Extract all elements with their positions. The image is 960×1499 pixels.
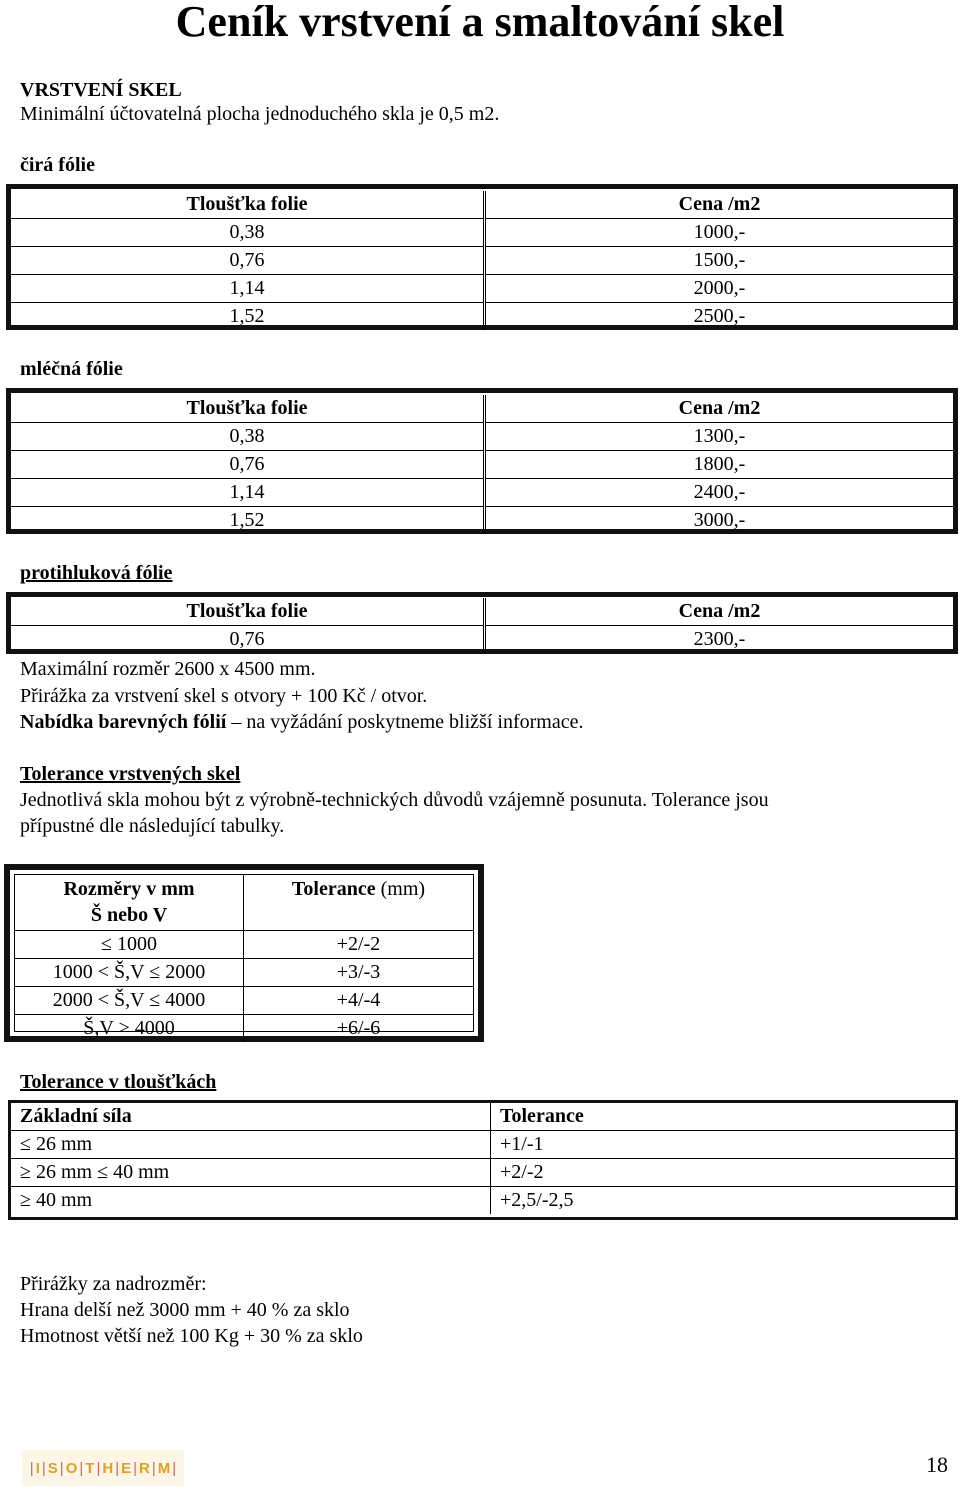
table-cell: 1500,-	[485, 247, 954, 275]
color-foils-note: Nabídka barevných fólií – na vyžádání poskytneme bližší informace.	[20, 711, 584, 733]
col-header-tolerance: Tolerance	[491, 1103, 956, 1131]
table-cell: +1/-1	[491, 1131, 956, 1159]
table-cell: 2500,-	[485, 303, 954, 331]
foil-table-acoustic	[6, 592, 958, 654]
table-cell: +2,5/-2,5	[491, 1187, 956, 1215]
col-header-price: Cena /m2	[485, 191, 954, 219]
table-cell: 1000,-	[485, 219, 954, 247]
tolerance-laminated-table	[4, 864, 484, 1042]
tolerance-laminated-text: Jednotlivá skla mohou být z výrobně-technických důvodů vzájemně posunuta. Tolerance jsou	[20, 789, 769, 811]
table-cell: 0,38	[11, 219, 485, 247]
table-cell: 0,76	[11, 451, 485, 479]
table-cell: +2/-2	[244, 931, 474, 959]
table-cell: 1800,-	[485, 451, 954, 479]
table-cell: +4/-4	[244, 987, 474, 1015]
table-cell: ≤ 26 mm	[11, 1131, 491, 1159]
table-cell: 0,76	[11, 247, 485, 275]
page-title: Ceník vrstvení a smaltování skel	[175, 0, 785, 46]
tolerance-laminated-heading: Tolerance vrstvených skel	[20, 763, 241, 785]
foil-name-acoustic: protihluková fólie	[20, 562, 173, 584]
table-cell: 0,38	[11, 423, 485, 451]
foil-table-clear	[6, 184, 958, 330]
oversize-heading: Přirážky za nadrozměr:	[20, 1273, 207, 1295]
col-header-price: Cena /m2	[485, 395, 954, 423]
col-header-price: Cena /m2	[485, 598, 954, 626]
table-cell: +2/-2	[491, 1159, 956, 1187]
tolerance-laminated-text-2: přípustné dle následující tabulky.	[20, 815, 285, 837]
isotherm-logo: | I | S | O | T | H | E | R | M |	[22, 1450, 184, 1486]
table-cell: 1,14	[11, 479, 485, 507]
table-cell: ≥ 40 mm	[11, 1187, 491, 1215]
section-heading: VRSTVENÍ SKEL	[20, 79, 182, 101]
table-cell: ≤ 1000	[15, 931, 244, 959]
page-number: 18	[926, 1452, 948, 1477]
table-cell: 2000 < Š,V ≤ 4000	[15, 987, 244, 1015]
tolerance-thickness-table	[8, 1100, 958, 1220]
table-cell: 1300,-	[485, 423, 954, 451]
holes-surcharge-note: Přirážka za vrstvení skel s otvory + 100 Kč / otvor.	[20, 685, 428, 707]
col-header-dimensions: Rozměry v mm Š nebo V	[63, 878, 195, 926]
foil-table-milky	[6, 388, 958, 534]
table-cell: 1,52	[11, 303, 485, 331]
table-cell: 1,14	[11, 275, 485, 303]
table-cell: Š,V > 4000	[15, 1015, 244, 1043]
col-header-base-thickness: Základní síla	[20, 1105, 132, 1127]
table-cell: 1,52	[11, 507, 485, 535]
foil-name-milky: mléčná fólie	[20, 358, 123, 380]
table-cell: 1000 < Š,V ≤ 2000	[15, 959, 244, 987]
table-cell: 0,76	[11, 626, 485, 654]
col-header-thickness: Tloušťka folie	[186, 193, 308, 215]
table-cell: +6/-6	[244, 1015, 474, 1043]
table-cell: 2000,-	[485, 275, 954, 303]
oversize-line-2: Hmotnost větší než 100 Kg + 30 % za sklo	[20, 1325, 363, 1347]
foil-name-clear: čirá fólie	[20, 154, 95, 176]
table-cell: ≥ 26 mm ≤ 40 mm	[11, 1159, 491, 1187]
min-area-note: Minimální účtovatelná plocha jednoduchého skla je 0,5 m2.	[20, 103, 500, 125]
max-size-note: Maximální rozměr 2600 x 4500 mm.	[20, 658, 316, 680]
col-header-tolerance: Tolerance (mm)	[244, 875, 474, 931]
oversize-line: Hrana delší než 3000 mm + 40 % za sklo	[20, 1299, 350, 1321]
table-cell: 2300,-	[485, 626, 954, 654]
table-cell: +3/-3	[244, 959, 474, 987]
table-cell: 2400,-	[485, 479, 954, 507]
col-header-thickness: Tloušťka folie	[186, 397, 308, 419]
table-cell: 3000,-	[485, 507, 954, 535]
tolerance-thickness-heading: Tolerance v tloušťkách	[20, 1071, 217, 1093]
col-header-thickness: Tloušťka folie	[186, 600, 308, 622]
